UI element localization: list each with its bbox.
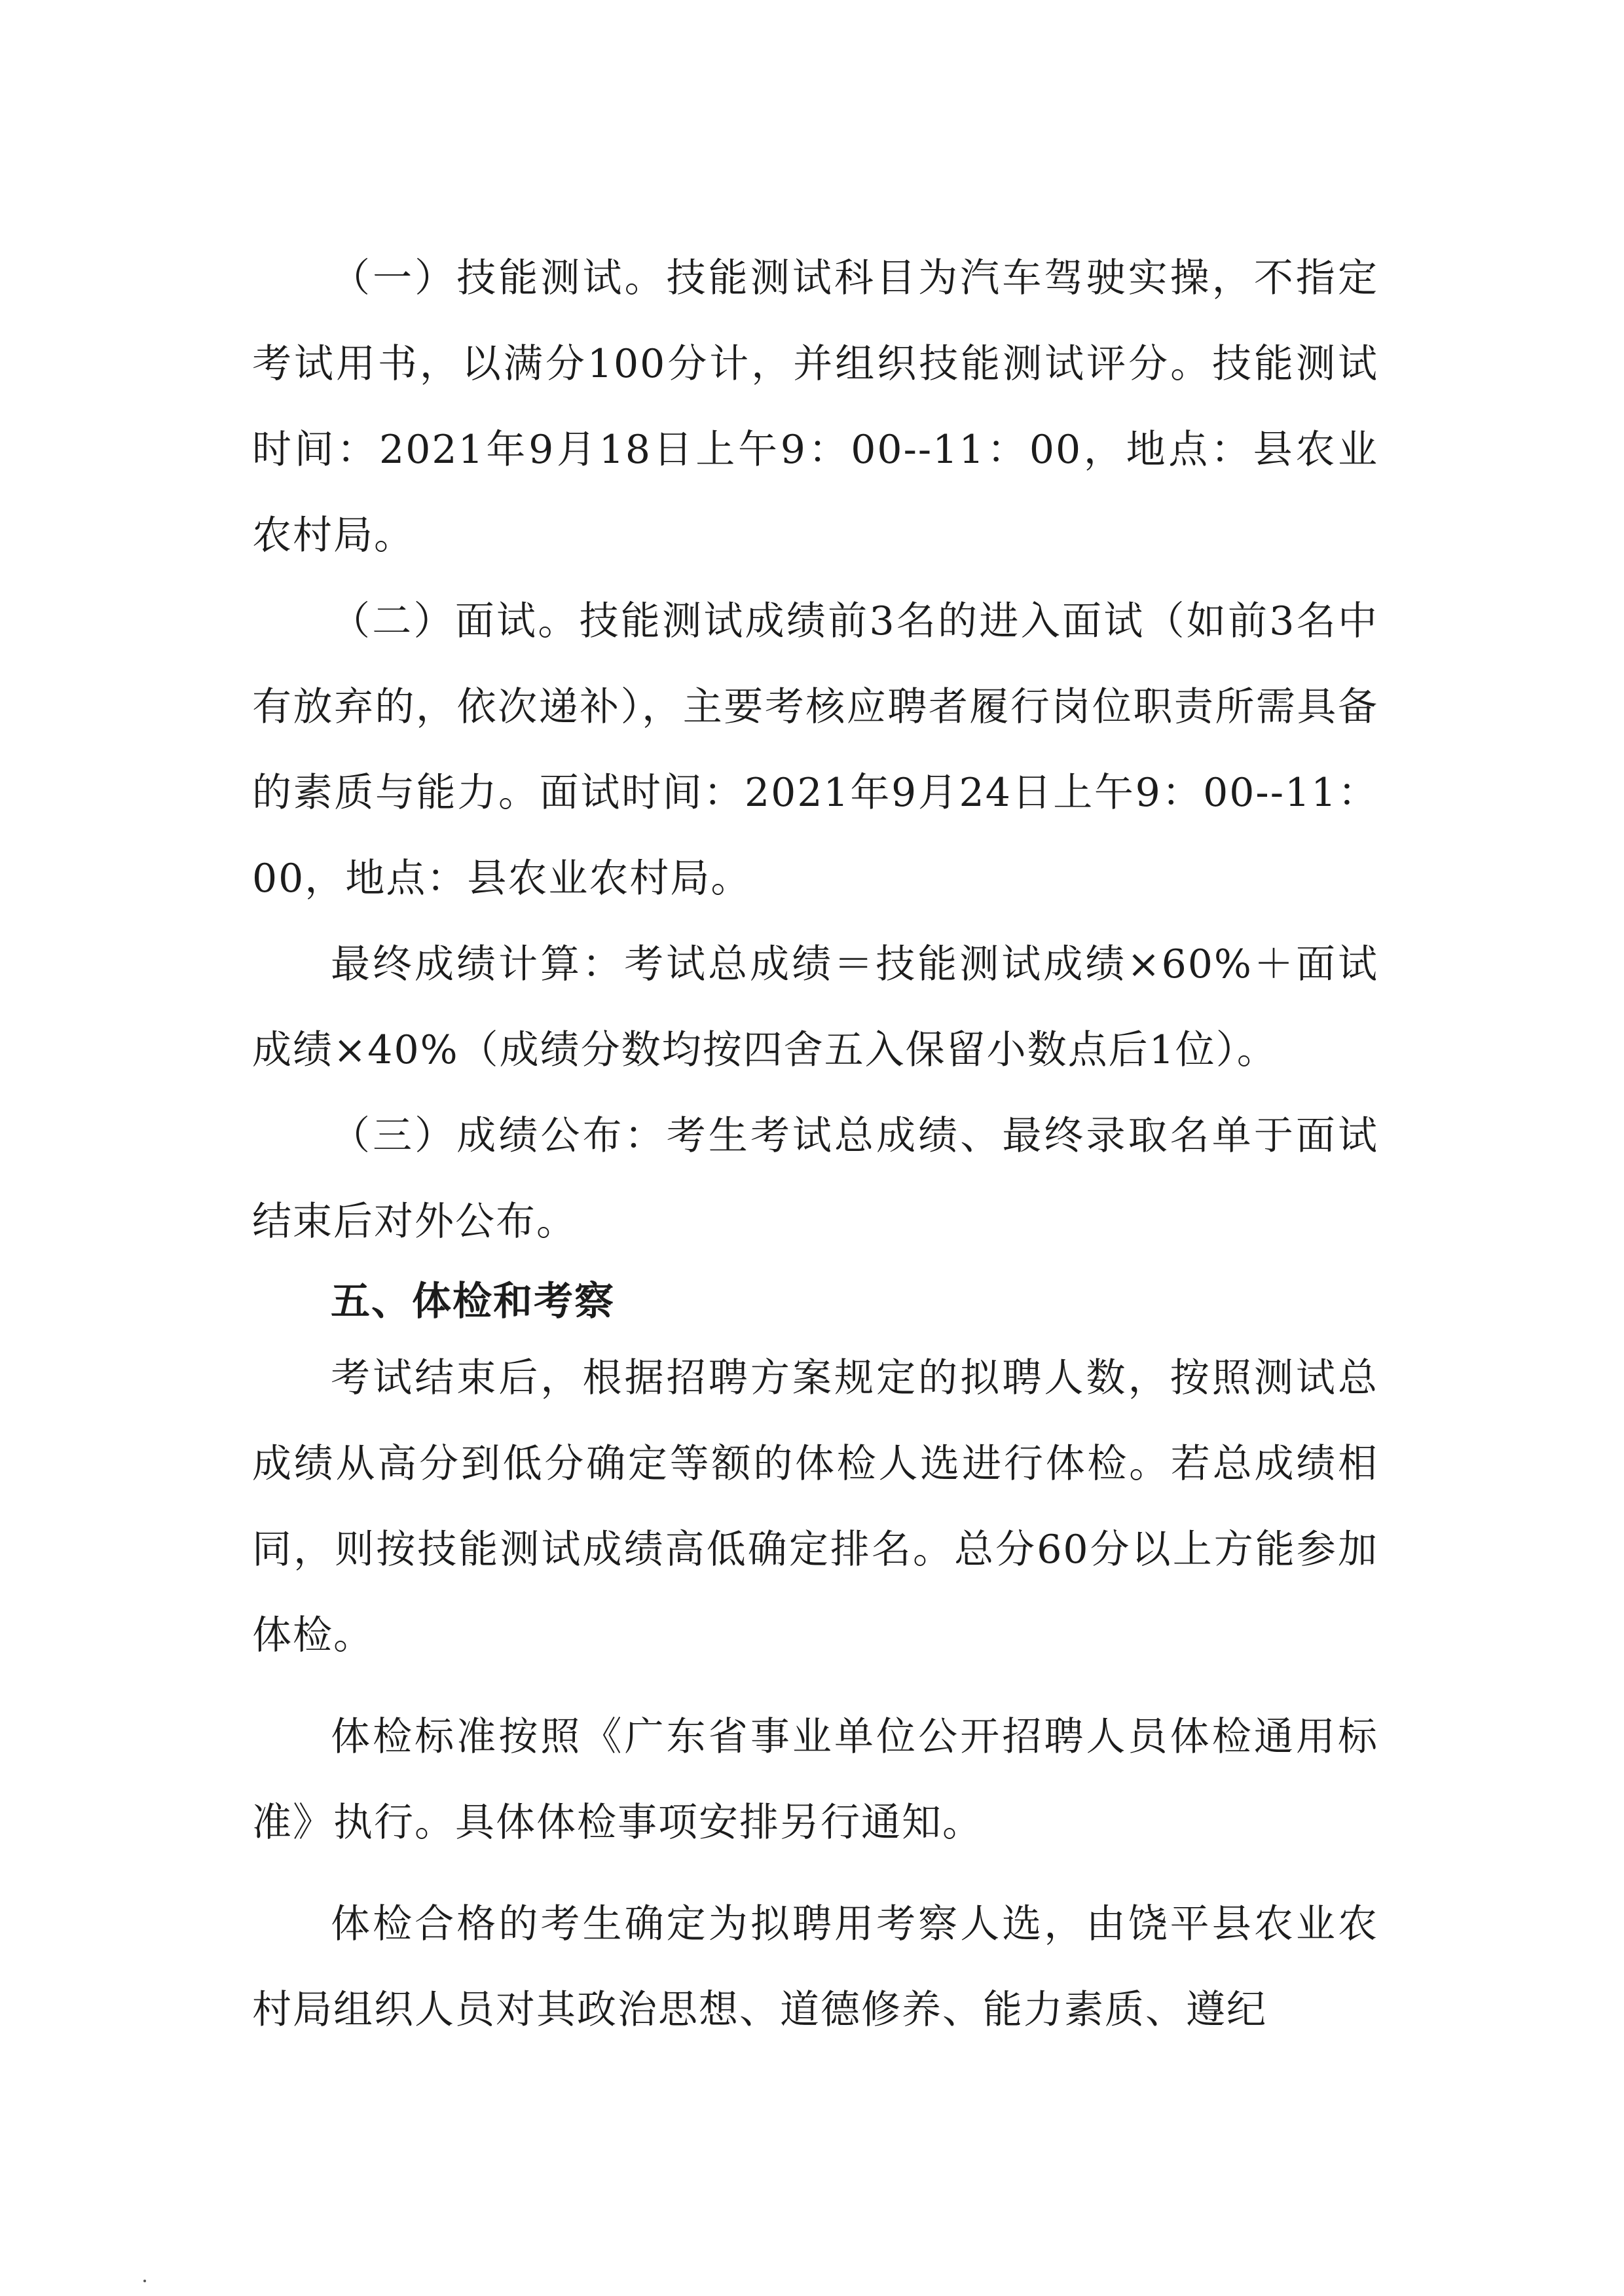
paragraph-final-score: 最终成绩计算：考试总成绩＝技能测试成绩×60%＋面试成绩×40%（成绩分数均按四舍五入保留小数点后1位）。: [252, 941, 1378, 1073]
paragraph-score-publication: （三）成绩公布：考生考试总成绩、最终录取名单于面试结束后对外公布。: [252, 1113, 1378, 1245]
section-heading-medical-exam: 五、体检和考察: [331, 1279, 615, 1324]
paragraph-exam-selection: 考试结束后，根据招聘方案规定的拟聘人数，按照测试总成绩从高分到低分确定等额的体检人选进行体检。若总成绩相同，则按技能测试成绩高低确定排名。总分60分以上方能参加体检。: [252, 1355, 1378, 1658]
document-body: [252, 236, 1378, 2053]
paragraph-inspection: 体检合格的考生确定为拟聘用考察人选，由饶平县农业农村局组织人员对其政治思想、道德修养、能力素质、遵纪: [252, 1901, 1378, 2033]
paragraph-interview: （二）面试。技能测试成绩前3名的进入面试（如前3名中有放弃的，依次递补），主要考核应聘者履行岗位职责所需具备的素质与能力。面试时间：2021年9月24日上午9：00--11：00，地点：县农业农村局。: [252, 598, 1378, 902]
scan-speck: [143, 2280, 146, 2282]
paragraph-exam-standard: 体检标准按照《广东省事业单位公开招聘人员体检通用标准》执行。具体体检事项安排另行通知。: [252, 1714, 1378, 1846]
paragraph-skill-test: （一）技能测试。技能测试科目为汽车驾驶实操，不指定考试用书，以满分100分计，并组织技能测试评分。技能测试时间：2021年9月18日上午9：00--11：00，地点：县农业农村局。: [252, 255, 1378, 558]
